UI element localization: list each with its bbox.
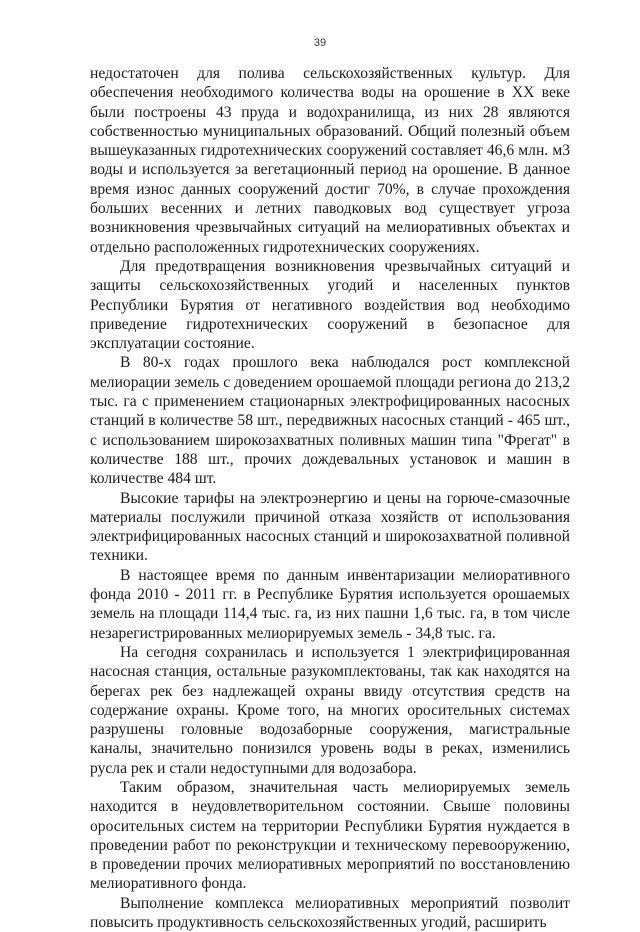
paragraph-continuation: недостаточен для полива сельскохозяйственных культур. Для обеспечения необходимого количества воды на орошение в XX веке были построены 43 пруда и водохранилища, из них 28 являются собственностью муниципальных образований. Общий полезный объем вышеуказанных гидротехнических сооружений составляет 46,6 млн. м3 воды и используется за вегетационный период на орошение. В данное время износ данных сооружений достиг 70%, в случае прохождения больших весенних и летних паводковых вод существует угроза возникновения чрезвычайных ситуаций на мелиоративных объектах и отдельно расположенных гидротехнических сооружениях. bbox=[90, 65, 570, 256]
page-number: 39 bbox=[313, 37, 327, 49]
paragraph-inventory: В настоящее время по данным инвентаризации мелиоративного фонда 2010 - 2011 гг. в Республике Бурятия используется орошаемых земель на площади 114,4 тыс. га, из них пашни 1,6 тыс. га, в том числе незарегистрированных мелиорируемых земель - 34,8 тыс. га. bbox=[90, 566, 570, 642]
paragraph-1980s-melioration: В 80-х годах прошлого века наблюдался рост комплексной мелиорации земель с доведением орошаемой площади региона до 213,2 тыс. га с применением стационарных электрофицированных насосных станций в количестве 58 шт., передвижных насосных станций - 465 шт., с использованием широкозахватных поливных машин типа "Фрегат" в количестве 188 шт., прочих дождевальных установок и машин в количестве 484 шт. bbox=[90, 354, 570, 488]
paragraph-measures: Выполнение комплекса мелиоративных мероприятий позволит повысить продуктивность сельскохозяйственных угодий, расширить bbox=[90, 894, 570, 932]
paragraph-pump-stations: На сегодня сохранилась и используется 1 электрифицированная насосная станция, остальные разукомплектованы, так как находятся на берегах рек без надлежащей охраны ввиду отсутствия средств на содержание охраны. Кроме того, на многих оросительных системах разрушены головные водозаборные сооружения, магистральные каналы, значительно понизился уровень воды в реках, изменились русла рек и стали недоступными для водозабора. bbox=[90, 643, 570, 777]
paragraph-tariffs: Высокие тарифы на электроэнергию и цены на горюче-смазочные материалы послужили причиной отказа хозяйств от использования электрифицированных насосных станций и широкозахватной поливной техники. bbox=[90, 489, 570, 565]
paragraph-conclusion: Таким образом, значительная часть мелиорируемых земель находится в неудовлетворительном состоянии. Свыше половины оросительных систем на территории Республики Бурятия нуждается в проведении работ по реконструкции и техническому перевооружению, в проведении прочих мелиоративных мероприятий по восстановлению мелиоративного фонда. bbox=[90, 778, 570, 893]
document-body bbox=[90, 64, 570, 932]
paragraph-emergency-prevention: Для предотвращения возникновения чрезвычайных ситуаций и защиты сельскохозяйственных угодий и населенных пунктов Республики Бурятия от негативного воздействия вод необходимо приведение гидротехнических сооружений в безопасное для эксплуатации состояние. bbox=[90, 257, 570, 353]
